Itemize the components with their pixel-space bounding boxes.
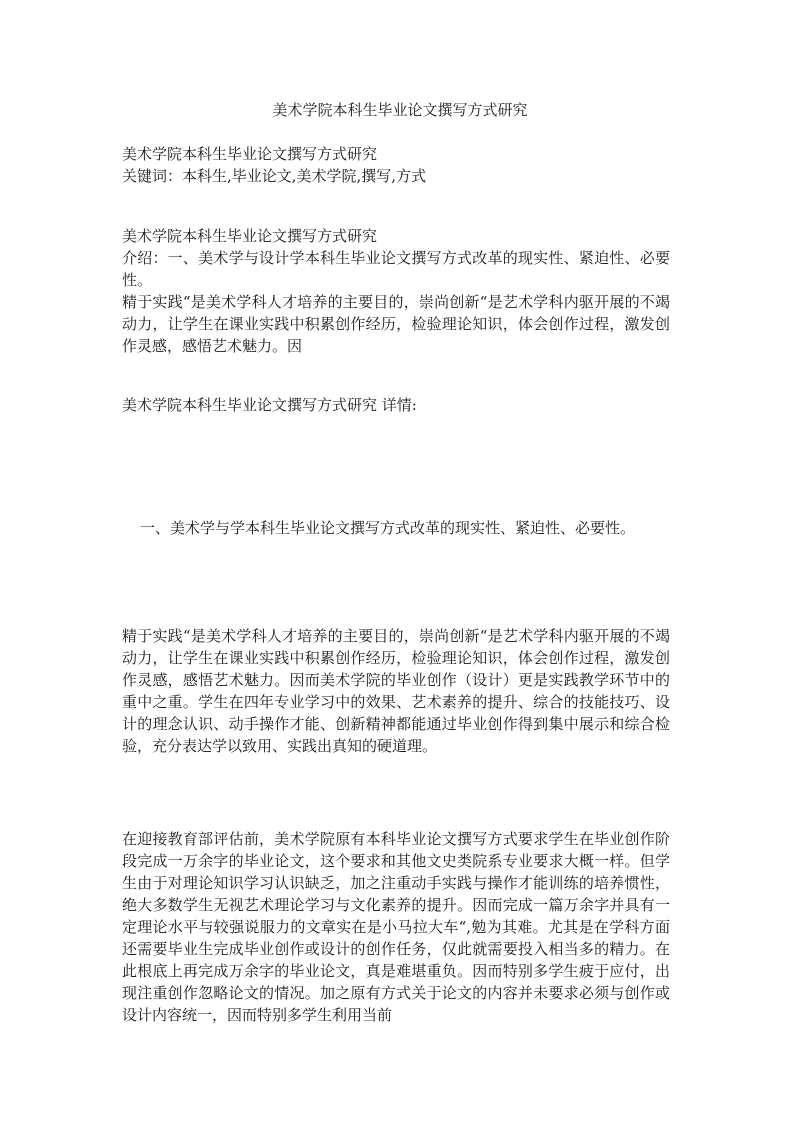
header-block — [122, 143, 670, 187]
intro-title-line: 美术学院本科生毕业论文撰写方式研究 — [122, 227, 378, 245]
body-paragraph-2-block — [122, 828, 670, 1026]
body-paragraph-2: 在迎接教育部评估前，美术学院原有本科毕业论文撰写方式要求学生在毕业创作阶段完成一万余字的毕业论文，这个要求和其他文史类院系专业要求大概一样。但学生由于对理论知识学习认识缺乏，加之注重动手实践与操作才能训练的培养惯性，绝大多数学生无视艺术理论学习与文化素养的提升。因而完成一篇万余字并具有一定理论水平与较强说服力的文章实在是小马拉大车“,勉为其难。尤其是在学科方面还需要毕业生完成毕业创作或设计的创作任务，仅此就需要投入相当多的精力。在此根底上再完成万余字的毕业论文，真是难堪重负。因而特别多学生疲于应付，出现注重创作忽略论文的情况。加之原有方式关于论文的内容并未要求必须与创作或设计内容统一，因而特别多学生利用当前 — [122, 830, 670, 1024]
keywords-line: 关键词：本科生,毕业论文,美术学院,撰写,方式 — [122, 167, 427, 185]
header-title-line: 美术学院本科生毕业论文撰写方式研究 — [122, 145, 378, 163]
details-label: 美术学院本科生毕业论文撰写方式研究 详情: — [122, 396, 417, 414]
section-heading: 一、美术学与学本科生毕业论文撰写方式改革的现实性、紧迫性、必要性。 — [140, 519, 636, 537]
section-heading-block — [140, 517, 680, 539]
document-title: 美术学院本科生毕业论文撰写方式研究 — [272, 101, 528, 119]
intro-block — [122, 225, 670, 357]
body-paragraph-1-block — [122, 625, 670, 757]
intro-paragraph: 精于实践“是美术学科人才培养的主要目的，崇尚创新“是艺术学科内驱开展的不竭动力，让学生在课业实践中积累创作经历，检验理论知识，体会创作过程，激发创作灵感，感悟艺术魅力。因 — [122, 293, 670, 355]
details-block — [122, 394, 670, 416]
intro-line: 介绍：一、美术学与设计学本科生毕业论文撰写方式改革的现实性、紧迫性、必要性。 — [122, 249, 670, 289]
body-paragraph-1: 精于实践“是美术学科人才培养的主要目的，崇尚创新“是艺术学科内驱开展的不竭动力，让学生在课业实践中积累创作经历，检验理论知识，体会创作过程，激发创作灵感，感悟艺术魅力。因而美术学院的毕业创作（设计）更是实践教学环节中的重中之重。学生在四年专业学习中的效果、艺术素养的提升、综合的技能技巧、设计的理念认识、动手操作才能、创新精神都能通过毕业创作得到集中展示和综合检验，充分表达学以致用、实践出真知的硬道理。 — [122, 627, 670, 755]
